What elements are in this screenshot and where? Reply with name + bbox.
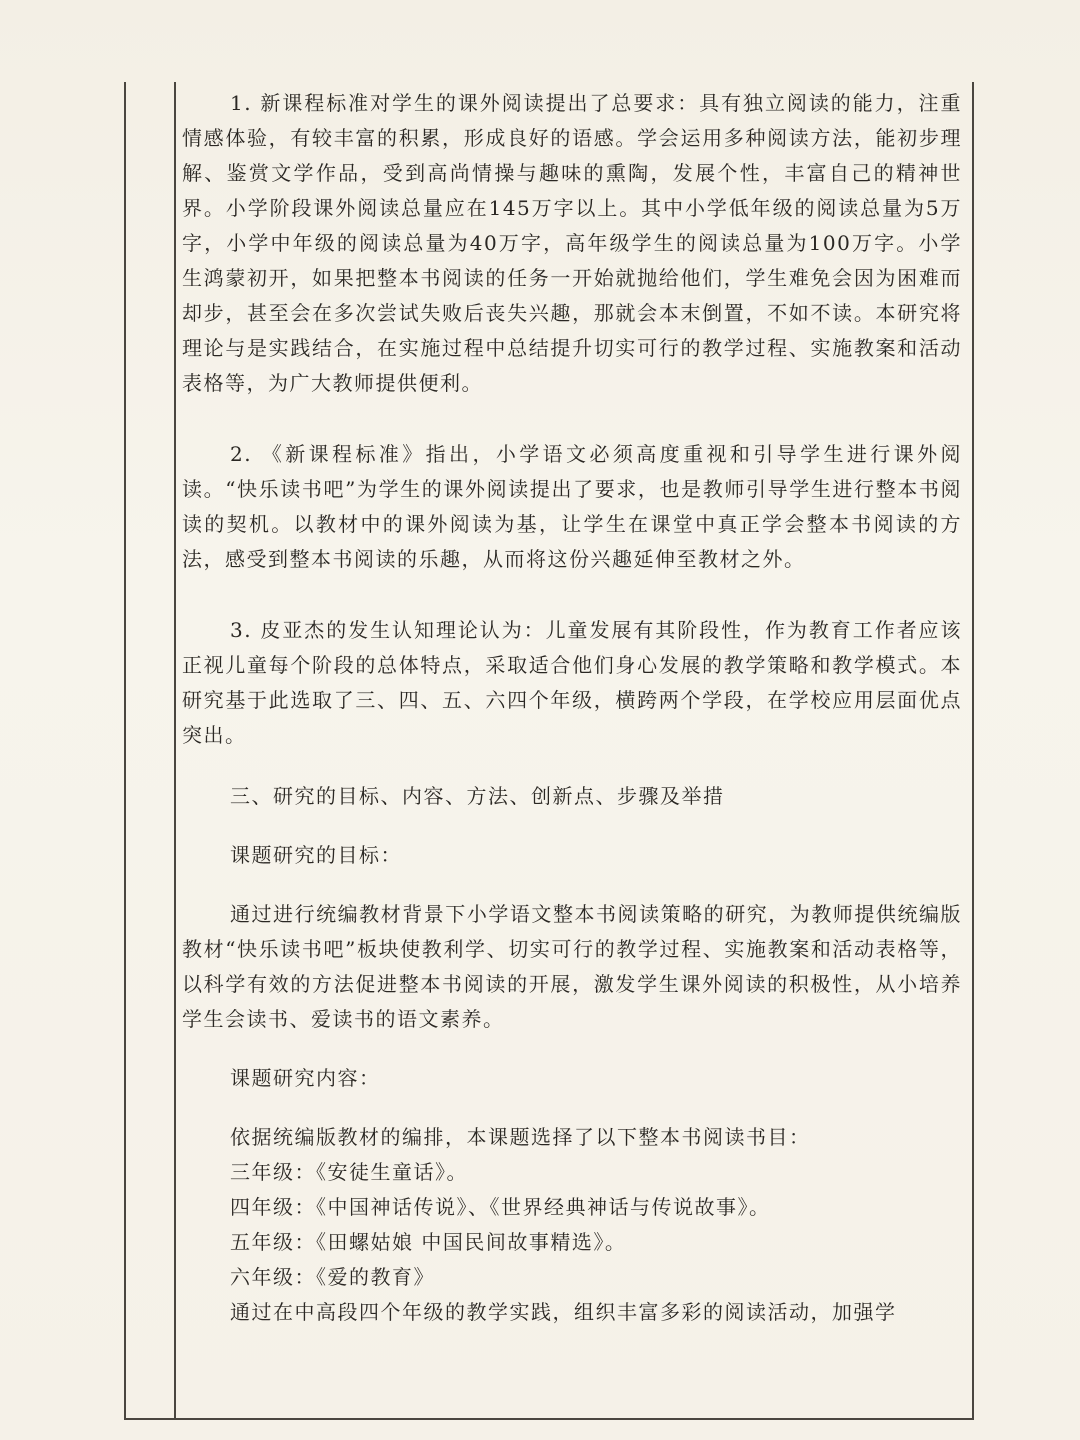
goal-paragraph: 通过进行统编教材背景下小学语文整本书阅读策略的研究，为教师提供统编版教材“快乐读书吧”板块使教利学、切实可行的教学过程、实施教案和活动表格等，以科学有效的方法促进整本书阅读的开展，激发学生课外阅读的积极性，从小培养学生会读书、爱读书的语文素养。 bbox=[182, 902, 962, 1031]
trailing-line: 通过在中高段四个年级的教学实践，组织丰富多彩的阅读活动，加强学 bbox=[230, 1300, 897, 1324]
content-heading: 课题研究内容： bbox=[230, 1066, 381, 1090]
grade-3-book: 三年级：《安徒生童话》。 bbox=[230, 1160, 468, 1184]
content-intro: 依据统编版教材的编排，本课题选择了以下整本书阅读书目： bbox=[230, 1125, 811, 1149]
paragraph-3: 3. 皮亚杰的发生认知理论认为：儿童发展有其阶段性，作为教育工作者应该正视儿童每个阶段的总体特点，采取适合他们身心发展的教学策略和教学模式。本研究基于此选取了三、四、五、六四个年级，横跨两个学段，在学校应用层面优点突出。 bbox=[182, 618, 962, 747]
grade-5-book: 五年级：《田螺姑娘 中国民间故事精选》。 bbox=[230, 1230, 627, 1254]
grade-6-book: 六年级：《爱的教育》 bbox=[230, 1265, 435, 1289]
grade-4-books: 四年级：《中国神话传说》、《世界经典神话与传说故事》。 bbox=[230, 1195, 771, 1219]
goal-heading: 课题研究的目标： bbox=[230, 843, 402, 867]
document-body bbox=[182, 86, 962, 1330]
table-column-divider bbox=[174, 82, 176, 1420]
paragraph-2: 2. 《新课程标准》指出，小学语文必须高度重视和引导学生进行课外阅读。“快乐读书吧”为学生的课外阅读提出了要求，也是教师引导学生进行整本书阅读的契机。以教材中的课外阅读为基，让学生在课堂中真正学会整本书阅读的方法，感受到整本书阅读的乐趣，从而将这份兴趣延伸至教材之外。 bbox=[182, 442, 962, 571]
section-heading: 三、研究的目标、内容、方法、创新点、步骤及举措 bbox=[230, 784, 725, 808]
paragraph-1: 1. 新课程标准对学生的课外阅读提出了总要求：具有独立阅读的能力，注重情感体验，有较丰富的积累，形成良好的语感。学会运用多种阅读方法，能初步理解、鉴赏文学作品，受到高尚情操与趣味的熏陶，发展个性，丰富自己的精神世界。小学阶段课外阅读总量应在145万字以上。其中小学低年级的阅读总量为5万字，小学中年级的阅读总量为40万字，高年级学生的阅读总量为100万字。小学生鸿蒙初开，如果把整本书阅读的任务一开始就抛给他们，学生难免会因为困难而却步，甚至会在多次尝试失败后丧失兴趣，那就会本末倒置，不如不读。本研究将理论与是实践结合，在实施过程中总结提升切实可行的教学过程、实施教案和活动表格等，为广大教师提供便利。 bbox=[182, 91, 962, 395]
